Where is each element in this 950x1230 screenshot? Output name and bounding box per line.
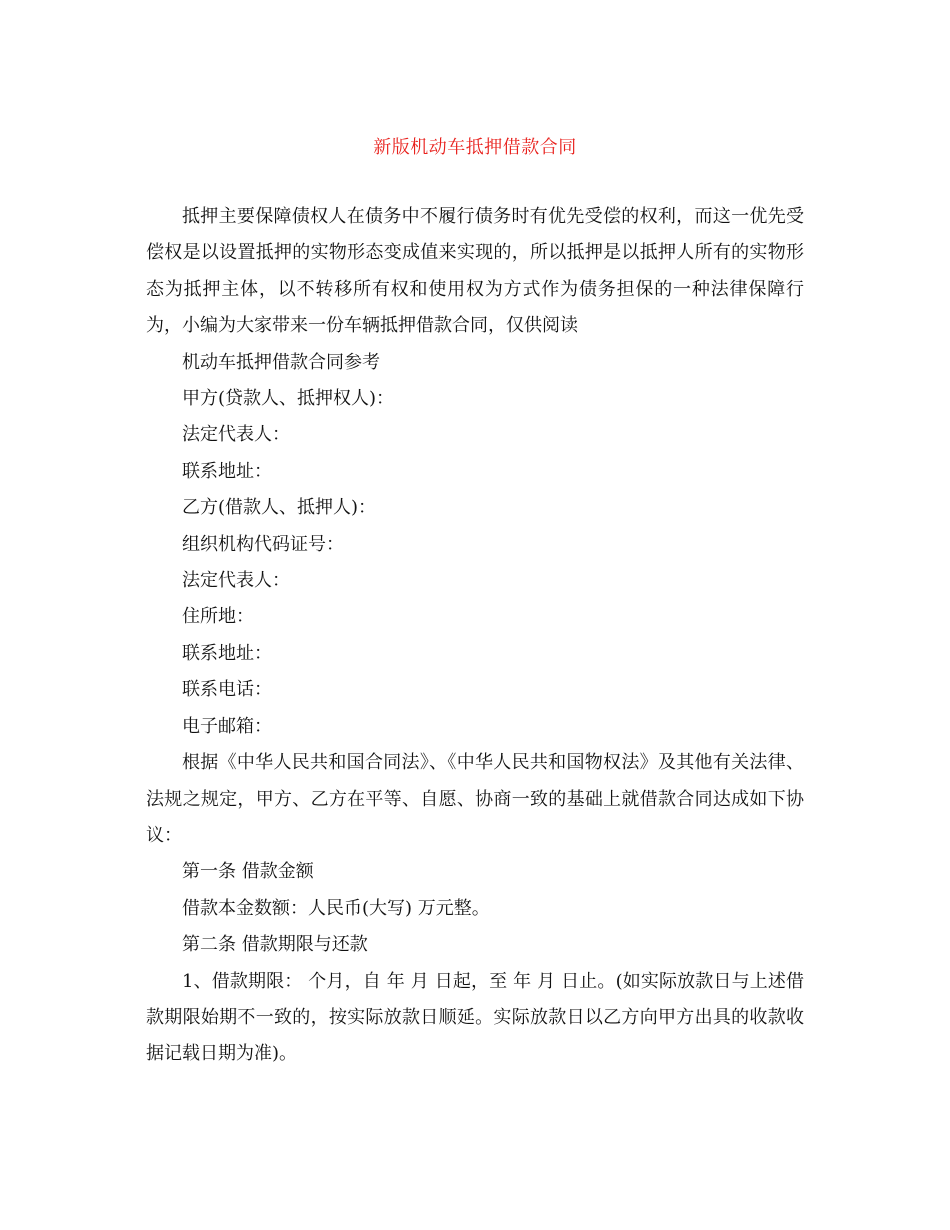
intro-paragraph: 抵押主要保障债权人在债务中不履行债务时有优先受偿的权利，而这一优先受偿权是以设置抵押的实物形态变成值来实现的，所以抵押是以抵押人所有的实物形态为抵押主体，以不转移所有权和使用权为方式作为债务担保的一种法律保障行为，小编为大家带来一份车辆抵押借款合同，仅供阅读 [146, 206, 804, 337]
residence-line: 住所地： [182, 606, 254, 628]
party-a-line: 甲方(贷款人、抵押权人)： [182, 388, 395, 410]
email-line: 电子邮箱： [182, 715, 272, 737]
document-body [146, 199, 804, 1073]
legal-basis-paragraph: 根据《中华人民共和国合同法》、《中华人民共和国物权法》及其他有关法律、法规之规定，甲方、乙方在平等、自愿、协商一致的基础上就借款合同达成如下协议： [146, 752, 804, 846]
party-a-representative-line: 法定代表人： [182, 424, 290, 446]
party-a-address-line: 联系地址： [182, 460, 272, 482]
document-title: 新版机动车抵押借款合同 [373, 137, 577, 158]
party-b-address-line: 联系地址： [182, 642, 272, 664]
organization-code-line: 组织机构代码证号： [182, 533, 344, 555]
party-b-line: 乙方(借款人、抵押人)： [182, 497, 377, 519]
reference-heading: 机动车抵押借款合同参考 [182, 351, 380, 373]
party-b-representative-line: 法定代表人： [182, 570, 290, 592]
loan-amount-line: 借款本金数额：人民币(大写) 万元整。 [182, 897, 490, 919]
article-two-heading: 第二条 借款期限与还款 [182, 934, 368, 956]
loan-term-paragraph: 1、借款期限： 个月，自 年 月 日起，至 年 月 日止。(如实际放款日与上述借款期限始期不一致的，按实际放款日顺延。实际放款日以乙方向甲方出具的收款收据记载日期为准)。 [146, 970, 804, 1065]
article-one-heading: 第一条 借款金额 [182, 861, 314, 883]
phone-line: 联系电话： [182, 679, 272, 701]
